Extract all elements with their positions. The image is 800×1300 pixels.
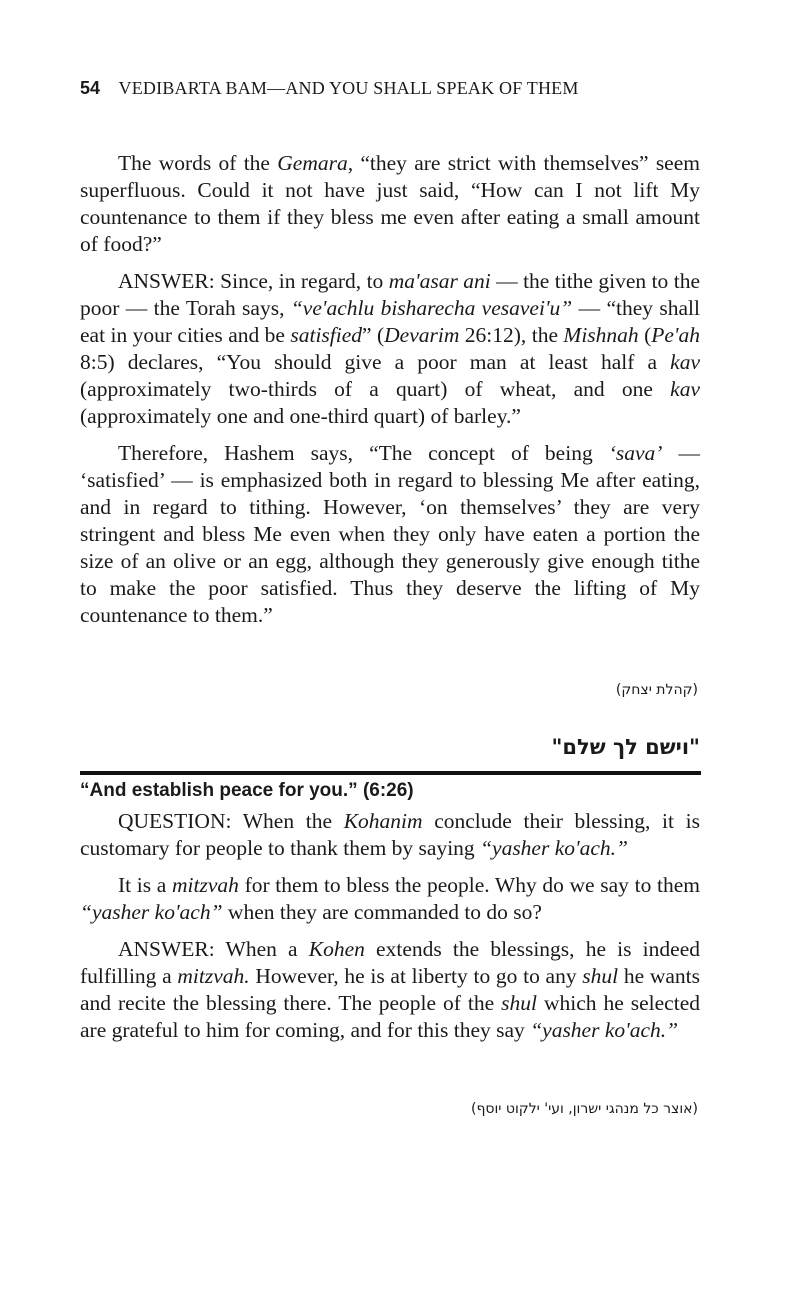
page-number: 54 (80, 78, 101, 98)
paragraph (80, 150, 700, 258)
text-run: — the tithe given to the poor — the Torah says, (80, 269, 700, 320)
hebrew-verse-heading: "וישם לך שלם" (551, 735, 700, 759)
italic-term: mitzvah (172, 873, 239, 897)
text-run: (approximately one and one-third quart) of barley.” (80, 404, 521, 428)
paragraph (80, 808, 700, 862)
source-citation-2: (אוצר כל מנהגי ישרון, ועי' ילקוט יוסף) (470, 1101, 698, 1117)
text-run: 8:5) declares, “You should give a poor man at least half a (80, 350, 671, 374)
text-run: — ‘satisfied’ — is emphasized both in regard to blessing Me after eating, and in regard to tithing. However, ‘on themselves’ they are very stringent and bless Me even when they only have eaten a portion the size of an olive or an egg, although they generously give enough tithe to make the poor satisfied. Thus they deserve the lifting of My countenance to them.” (80, 441, 701, 627)
italic-term: kav (670, 377, 700, 401)
text-run: However, he is at liberty to go to any (249, 964, 583, 988)
page-header (80, 76, 700, 100)
text-run: ” ( (362, 323, 385, 347)
italic-term: Mishnah (563, 323, 639, 347)
paragraph (80, 268, 700, 430)
text-run: extends the blessings, he is indeed fulfilling a (80, 937, 700, 988)
italic-term: shul (501, 991, 537, 1015)
paragraph (80, 872, 700, 926)
commentary-section-2 (80, 808, 700, 1054)
text-run: when they are commanded to do so? (222, 900, 542, 924)
italic-term: shul (582, 964, 619, 988)
italic-term: Devarim (384, 323, 460, 347)
text-run: conclude their blessing, it is customary for people to thank them by saying (80, 809, 700, 860)
italic-term: ma'asar ani (388, 269, 491, 293)
text-run: — “they shall eat in your cities and be (80, 296, 700, 347)
text-run: “they are strict with themselves” seem superfluous. Could it not have just said, “How can I not lift My countenance to them if they bless me even after eating a small amount of food?” (80, 151, 700, 256)
text-run: he wants and recite the blessing there. The people of the (80, 964, 701, 1015)
italic-term: mitzvah. (177, 964, 250, 988)
italic-term: “yasher ko'ach.” (530, 1018, 679, 1042)
text-run: (approximately two-thirds of a quart) of wheat, and one (80, 377, 671, 401)
text-run: 26:12), the (459, 323, 564, 347)
text-run: for them to bless the people. Why do we say to them (238, 873, 700, 897)
text-run: It is a (118, 873, 173, 897)
italic-term: kav (670, 350, 700, 374)
italic-term: Kohen (308, 937, 365, 961)
text-run: ANSWER: When a (118, 937, 309, 961)
text-run: The words of the (118, 151, 278, 175)
heading-rule (80, 771, 701, 775)
italic-term: satisfied (290, 323, 363, 347)
text-run: Therefore, Hashem says, “The concept of being (118, 441, 609, 465)
italic-term: Kohanim (343, 809, 423, 833)
italic-term: ‘sava’ (608, 441, 663, 465)
text-run: ANSWER: Since, in regard, to (118, 269, 389, 293)
commentary-section-1 (80, 150, 700, 639)
source-citation-1: (קהלת יצחק) (615, 682, 698, 698)
paragraph (80, 936, 700, 1044)
text-run: ( (638, 323, 652, 347)
italic-term: “yasher ko'ach” (80, 900, 223, 924)
italic-term: Gemara, (277, 151, 354, 175)
italic-term: “ve'achlu bisharecha vesavei'u” (290, 296, 573, 320)
text-run: QUESTION: When the (118, 809, 344, 833)
running-title: VEDIBARTA BAM—AND YOU SHALL SPEAK OF THEM (118, 78, 579, 98)
text-run: which he selected are grateful to him for coming, and for this they say (80, 991, 700, 1042)
english-verse-heading: “And establish peace for you.” (6:26) (80, 780, 414, 801)
italic-term: “yasher ko'ach.” (480, 836, 628, 860)
paragraph (80, 440, 700, 629)
italic-term: Pe'ah (651, 323, 701, 347)
